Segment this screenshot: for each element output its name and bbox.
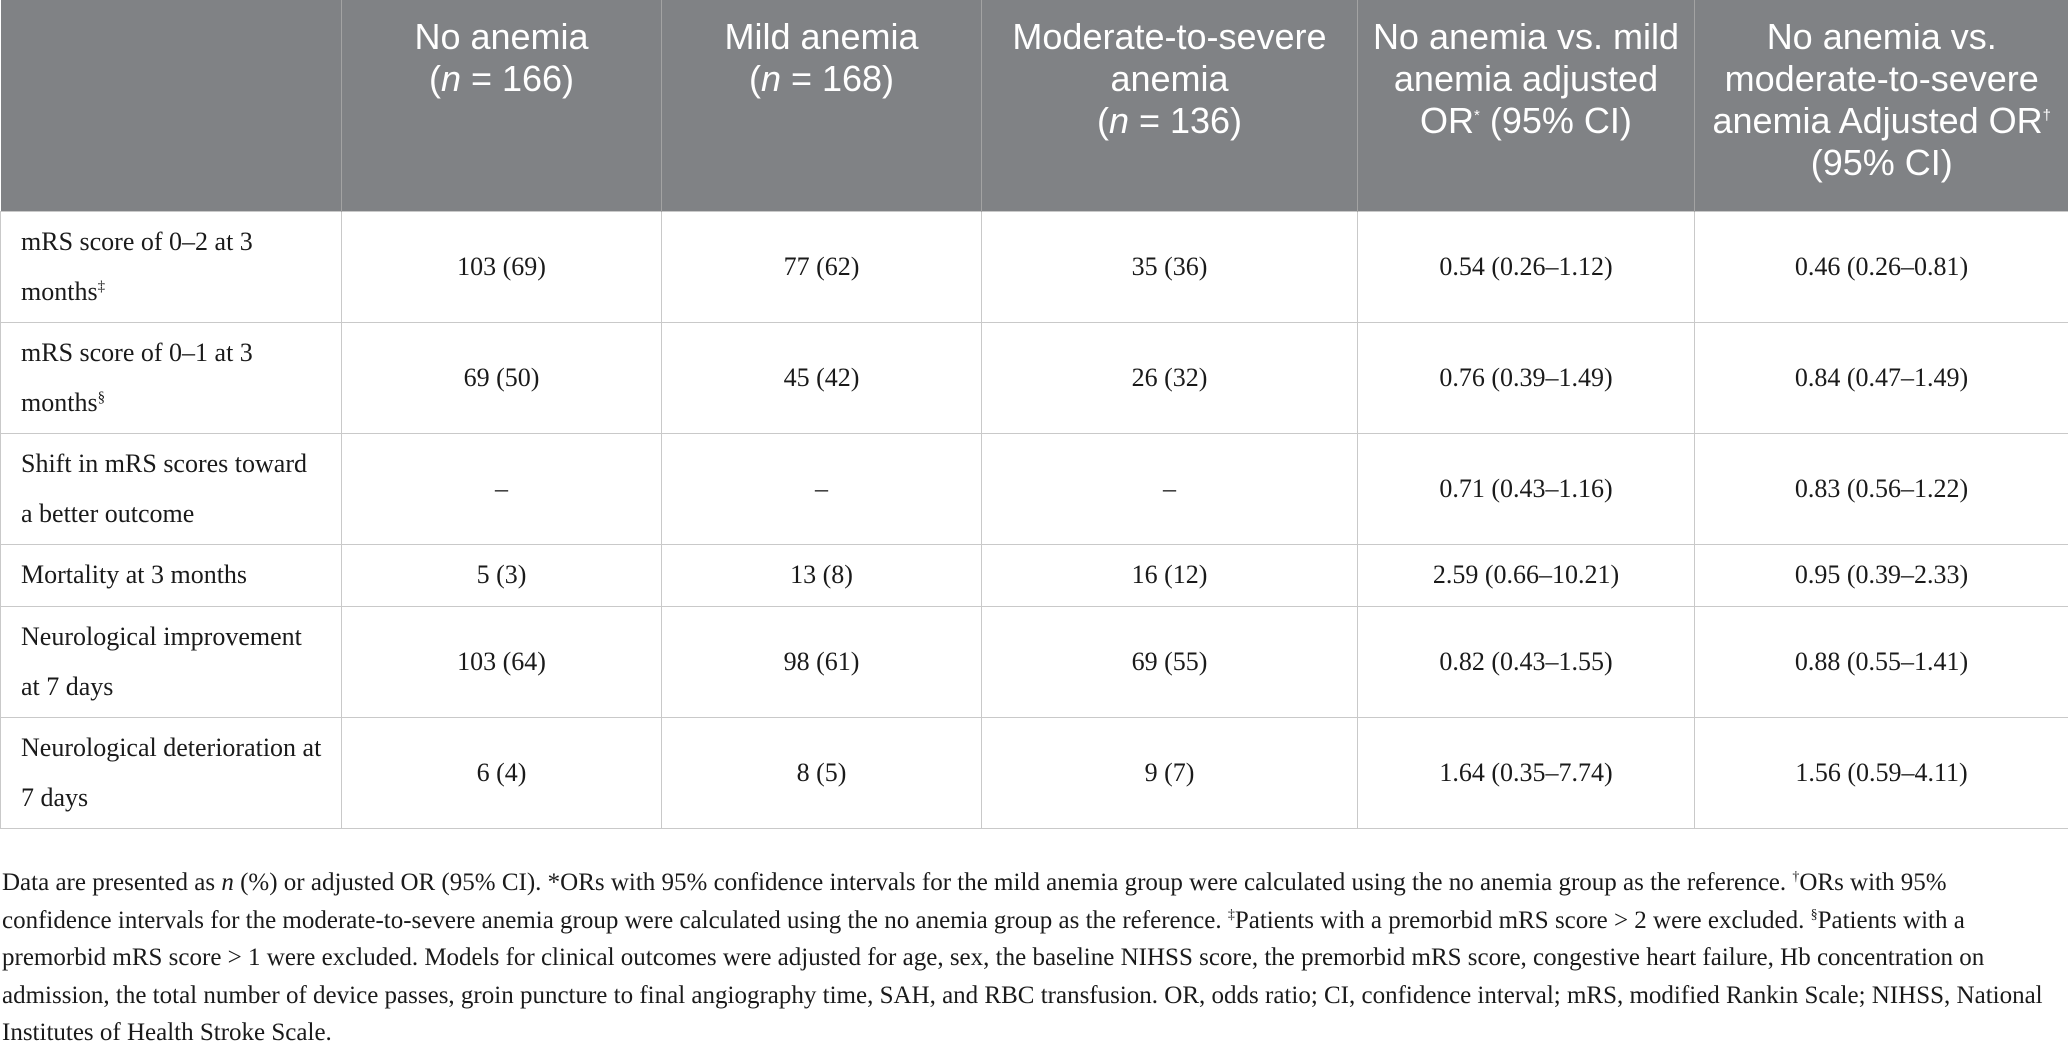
cell: 98 (61) — [662, 606, 982, 717]
table-row — [1, 322, 2068, 433]
table-row — [1, 544, 2068, 606]
row-label: Mortality at 3 months — [1, 544, 342, 606]
cell: 8 (5) — [662, 717, 982, 828]
header-mild-anemia: Mild anemia (n = 168) — [662, 0, 982, 211]
row-label: mRS score of 0–2 at 3 months‡ — [1, 211, 342, 322]
cell: 26 (32) — [982, 322, 1358, 433]
row-label: Neurological deterioration at 7 days — [1, 717, 342, 828]
row-label: mRS score of 0–1 at 3 months§ — [1, 322, 342, 433]
table-row — [1, 606, 2068, 717]
cell: 16 (12) — [982, 544, 1358, 606]
row-label: Neurological improvement at 7 days — [1, 606, 342, 717]
cell: – — [982, 433, 1358, 544]
cell: 69 (50) — [342, 322, 662, 433]
cell: 0.95 (0.39–2.33) — [1695, 544, 2068, 606]
cell: 77 (62) — [662, 211, 982, 322]
cell: 5 (3) — [342, 544, 662, 606]
cell: 1.56 (0.59–4.11) — [1695, 717, 2068, 828]
cell: 2.59 (0.66–10.21) — [1358, 544, 1695, 606]
cell: 103 (69) — [342, 211, 662, 322]
cell: 0.54 (0.26–1.12) — [1358, 211, 1695, 322]
cell: 0.88 (0.55–1.41) — [1695, 606, 2068, 717]
cell: 0.46 (0.26–0.81) — [1695, 211, 2068, 322]
cell: – — [662, 433, 982, 544]
row-label: Shift in mRS scores toward a better outcome — [1, 433, 342, 544]
cell: 9 (7) — [982, 717, 1358, 828]
header-blank — [1, 0, 342, 211]
cell: 45 (42) — [662, 322, 982, 433]
cell: 0.76 (0.39–1.49) — [1358, 322, 1695, 433]
cell: 0.71 (0.43–1.16) — [1358, 433, 1695, 544]
header-or-mild: No anemia vs. mild anemia adjusted OR* (95% CI) — [1358, 0, 1695, 211]
header-no-anemia: No anemia (n = 166) — [342, 0, 662, 211]
table-row — [1, 717, 2068, 828]
table-row — [1, 211, 2068, 322]
cell: 0.83 (0.56–1.22) — [1695, 433, 2068, 544]
cell: – — [342, 433, 662, 544]
table-row — [1, 433, 2068, 544]
cell: 69 (55) — [982, 606, 1358, 717]
cell: 6 (4) — [342, 717, 662, 828]
cell: 0.84 (0.47–1.49) — [1695, 322, 2068, 433]
header-moderate-severe-anemia: Moderate-to-severe anemia (n = 136) — [982, 0, 1358, 211]
cell: 35 (36) — [982, 211, 1358, 322]
header-or-moderate-severe: No anemia vs. moderate-to-severe anemia Adjusted OR† (95% CI) — [1695, 0, 2068, 211]
cell: 13 (8) — [662, 544, 982, 606]
header-row — [1, 0, 2068, 211]
cell: 0.82 (0.43–1.55) — [1358, 606, 1695, 717]
table-footnote: Data are presented as n (%) or adjusted OR (95% CI). *ORs with 95% confidence intervals for the mild anemia group were calculated using the no anemia group as the reference. †ORs with 95% confidence intervals for the moderate-to-severe anemia group were calculated using the no anemia group as the reference. ‡Patients with a premorbid mRS score > 2 were excluded. §Patients with a premorbid mRS score > 1 were excluded. Models for clinical outcomes were adjusted for age, sex, the baseline NIHSS score, the premorbid mRS score, congestive heart failure, Hb concentration on admission, the total number of device passes, groin puncture to final angiography time, SAH, and RBC transfusion. OR, odds ratio; CI, confidence interval; mRS, modified Rankin Scale; NIHSS, National Institutes of Health Stroke Scale. — [2, 869, 2043, 1046]
cell: 1.64 (0.35–7.74) — [1358, 717, 1695, 828]
cell: 103 (64) — [342, 606, 662, 717]
